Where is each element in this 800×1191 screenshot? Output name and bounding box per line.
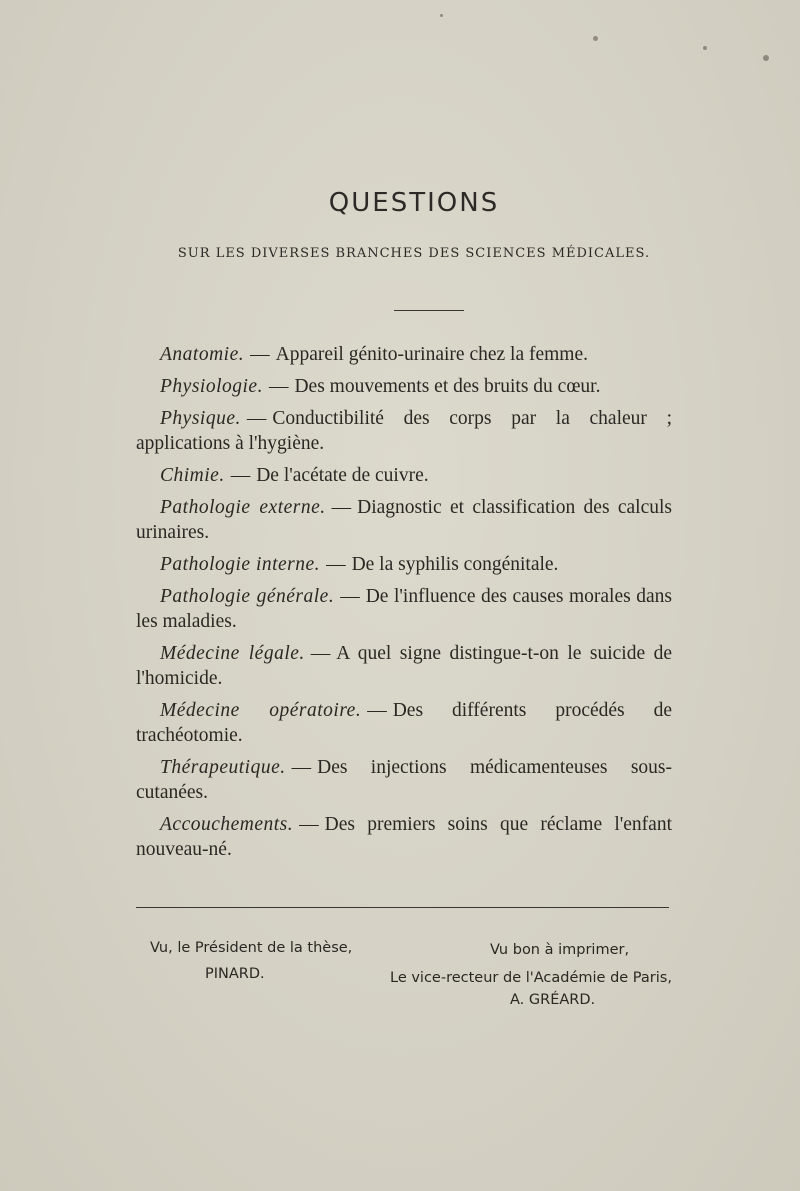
dash: — bbox=[268, 376, 289, 397]
question-subject: Physique. bbox=[160, 408, 241, 429]
question-item-accouchements bbox=[136, 812, 672, 862]
question-item-pathologie-generale bbox=[136, 584, 672, 634]
dash: — bbox=[246, 408, 267, 429]
question-item-medecine-legale bbox=[136, 641, 672, 691]
dash: — bbox=[326, 554, 346, 575]
paper-speck bbox=[703, 46, 707, 50]
paper-speck bbox=[593, 36, 598, 41]
dash: — bbox=[291, 757, 312, 778]
question-text: Appareil génito-urinaire chez la femme. bbox=[275, 344, 588, 365]
question-item-physique bbox=[136, 406, 672, 456]
page-subtitle: SUR LES DIVERSES BRANCHES DES SCIENCES MÉDICALES. bbox=[177, 246, 651, 261]
question-text: De l'influence des causes morales dans les maladies. bbox=[136, 586, 672, 632]
question-text: A quel signe distingue-t-on le suicide de l'homicide. bbox=[136, 643, 672, 689]
question-text: Diagnostic et classification des calculs urinaires. bbox=[136, 497, 672, 543]
question-item-medecine-operatoire bbox=[136, 698, 672, 748]
title-divider bbox=[394, 310, 464, 311]
question-text: De la syphilis congénitale. bbox=[351, 554, 559, 575]
print-approval: Vu bon à imprimer, bbox=[490, 942, 630, 958]
dash: — bbox=[230, 465, 251, 486]
question-subject: Médecine opératoire. bbox=[160, 700, 362, 721]
question-subject: Chimie. bbox=[160, 465, 225, 486]
dash: — bbox=[367, 700, 387, 721]
president-name: PINARD. bbox=[205, 966, 265, 982]
question-text: Conductibilité des corps par la chaleur ; applications à l'hygiène. bbox=[136, 408, 672, 454]
questions-list bbox=[136, 342, 672, 869]
dash: — bbox=[310, 643, 331, 664]
question-text: Des mouvements et des bruits du cœur. bbox=[294, 376, 601, 397]
question-subject: Pathologie interne. bbox=[160, 554, 321, 575]
dash: — bbox=[340, 586, 360, 607]
question-text: De l'acétate de cuivre. bbox=[256, 465, 429, 486]
question-subject: Physiologie. bbox=[160, 376, 263, 397]
dash: — bbox=[331, 497, 352, 518]
paper-speck bbox=[763, 55, 769, 61]
vice-rector-title: Le vice-recteur de l'Académie de Paris, bbox=[390, 970, 672, 986]
question-subject: Thérapeutique. bbox=[160, 757, 286, 778]
question-subject: Médecine légale. bbox=[160, 643, 305, 664]
question-item-pathologie-externe bbox=[136, 495, 672, 545]
paper-speck bbox=[440, 14, 443, 17]
approval-president: Vu, le Président de la thèse, bbox=[150, 940, 353, 956]
question-subject: Pathologie générale. bbox=[160, 586, 335, 607]
question-subject: Anatomie. bbox=[160, 344, 245, 365]
question-subject: Accouchements. bbox=[160, 814, 294, 835]
question-item-physiologie bbox=[136, 374, 672, 399]
question-item-chimie bbox=[136, 463, 672, 488]
question-item-therapeutique bbox=[136, 755, 672, 805]
question-text: Des injections médicamenteuses sous-cutanées. bbox=[136, 757, 672, 803]
dash: — bbox=[250, 344, 270, 365]
question-item-anatomie bbox=[136, 342, 672, 367]
question-item-pathologie-interne bbox=[136, 552, 672, 577]
dash: — bbox=[299, 814, 319, 835]
vice-rector-name: A. GRÉARD. bbox=[510, 992, 596, 1008]
question-text: Des différents procédés de trachéotomie. bbox=[136, 700, 672, 746]
section-divider bbox=[136, 907, 669, 908]
question-subject: Pathologie externe. bbox=[160, 497, 326, 518]
page-title: QUESTIONS bbox=[328, 188, 500, 218]
question-text: Des premiers soins que réclame l'enfant nouveau-né. bbox=[136, 814, 672, 860]
